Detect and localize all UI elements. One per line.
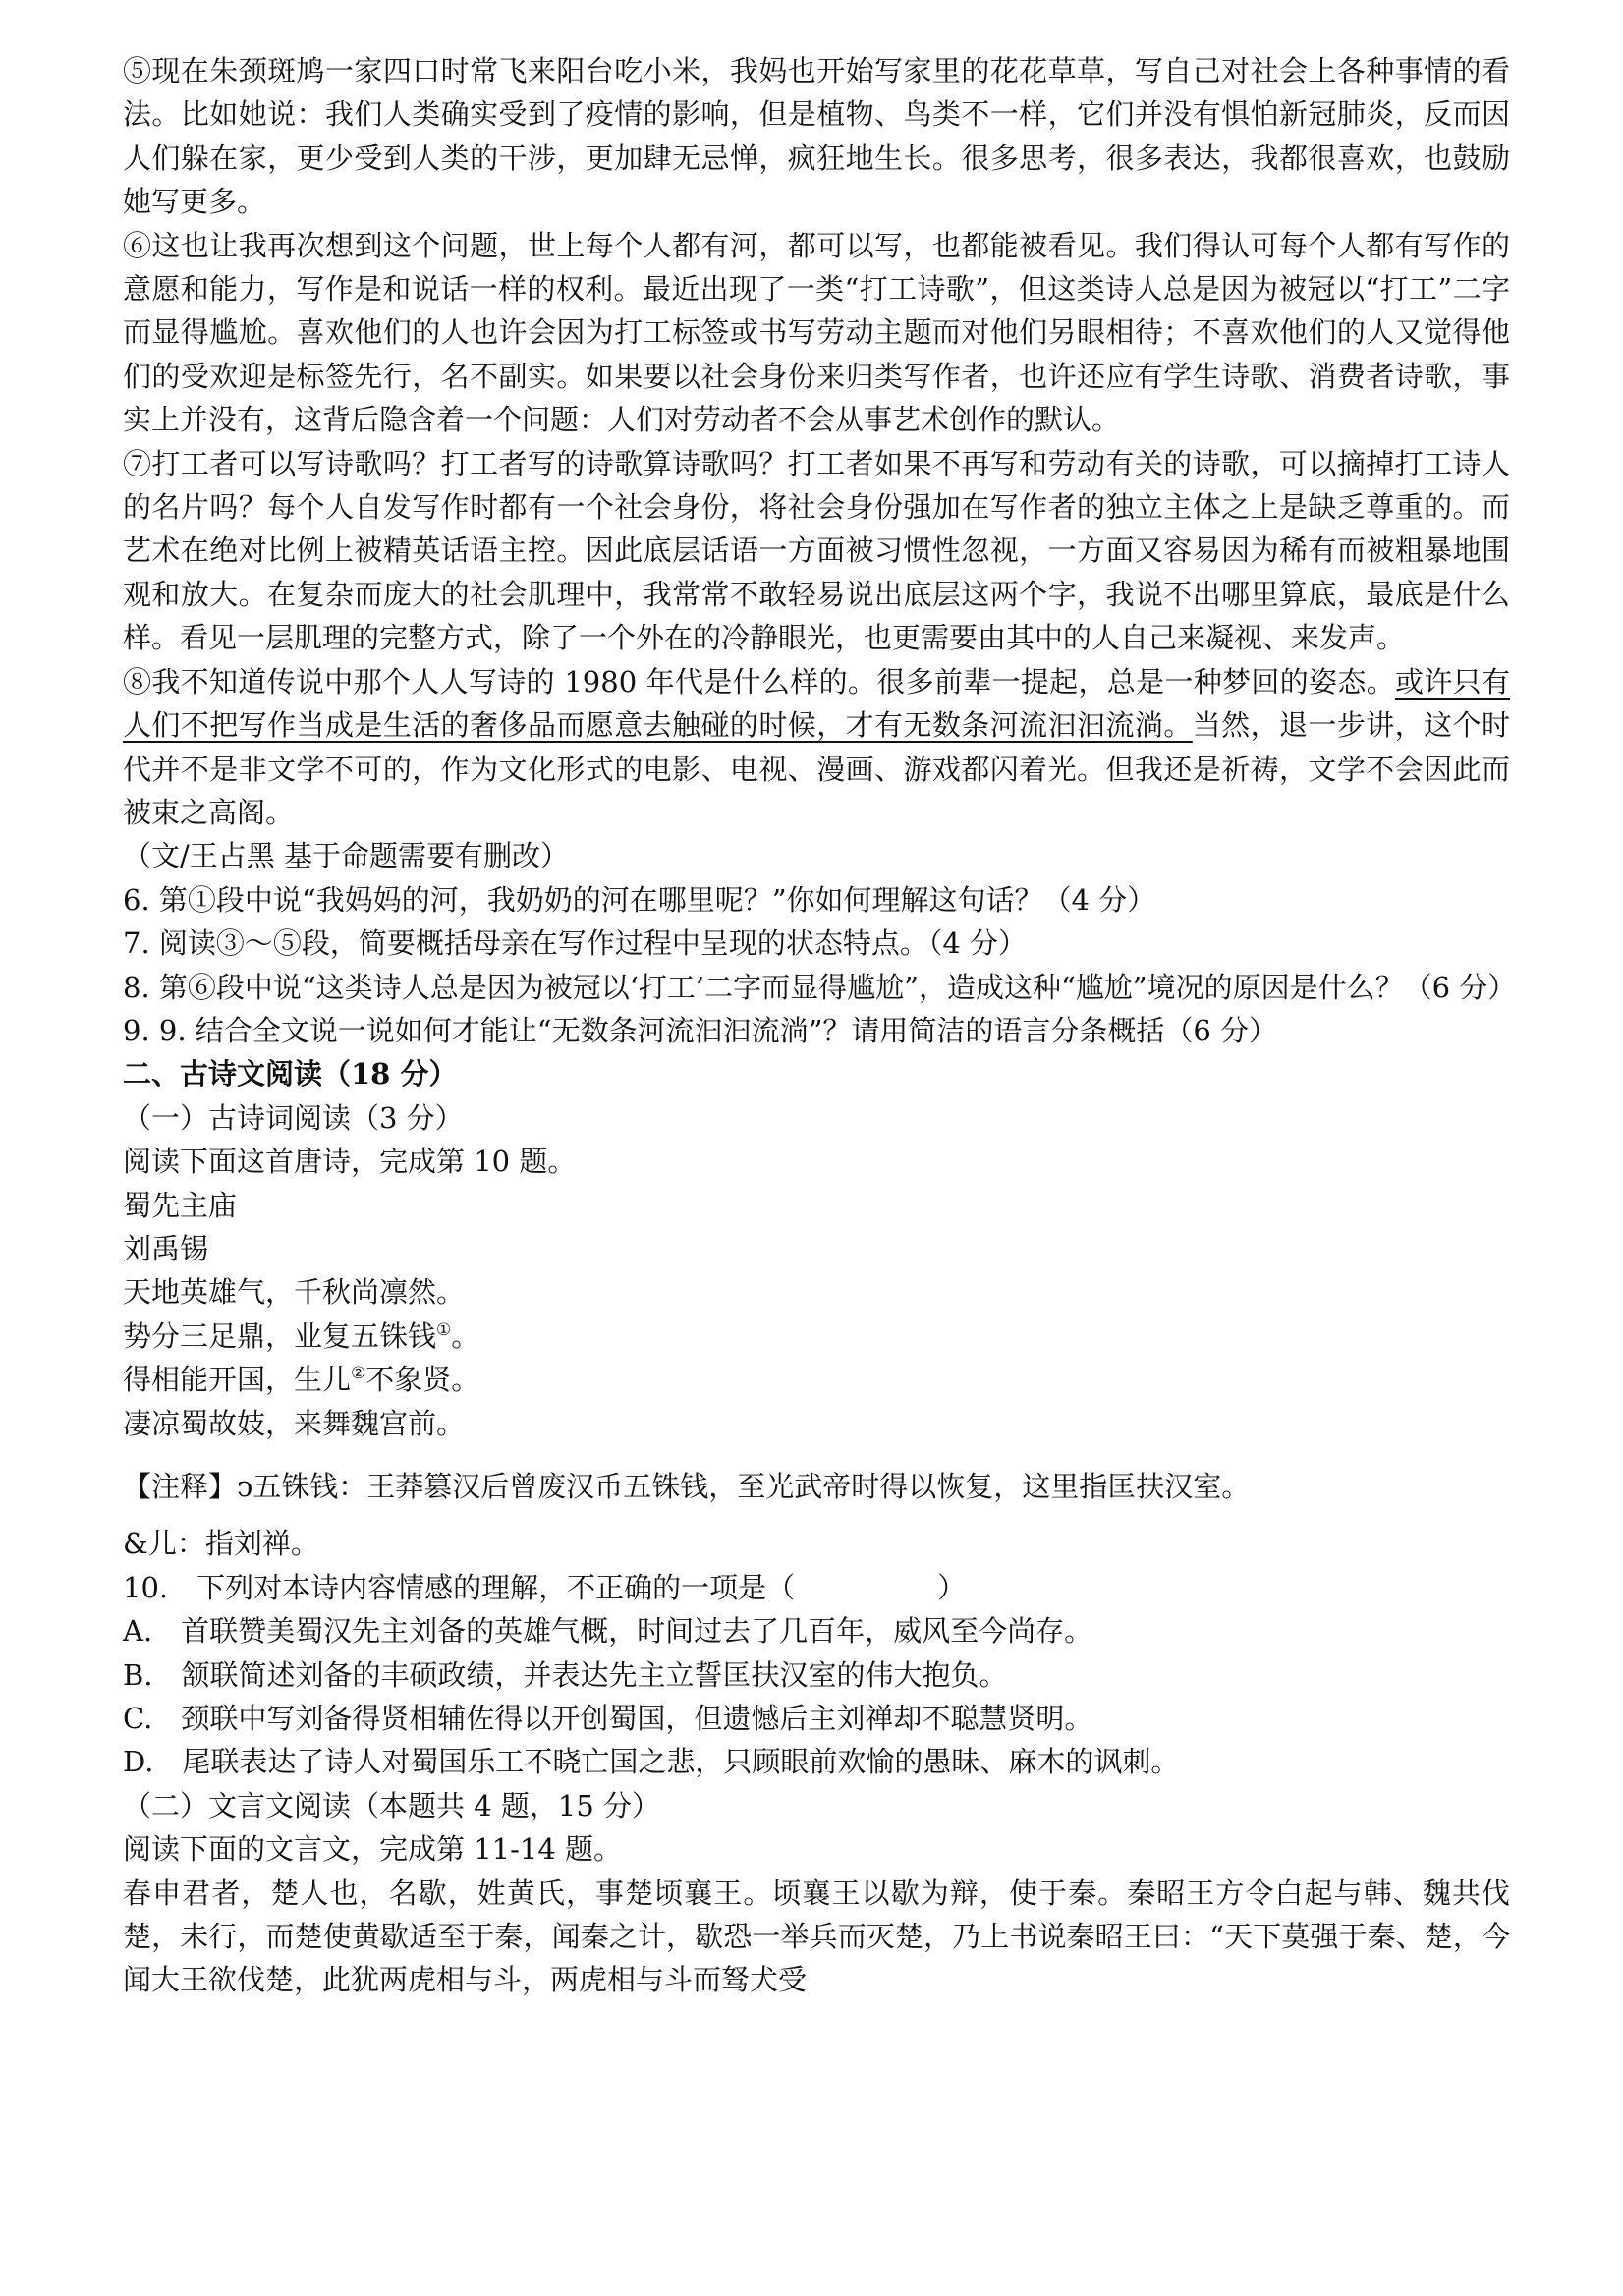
question-7: 7. 阅读③～⑤段，简要概括母亲在写作过程中呈现的状态特点。（4 分）	[123, 926, 1028, 961]
paragraph-7: ⑦打工者可以写诗歌吗？打工者写的诗歌算诗歌吗？打工者如果不再写和劳动有关的诗歌，可以摘掉打工诗人的名片吗？每个人自发写作时都有一个社会身份，将社会身份强加在写作者的独立主体之上是缺乏尊重的。而艺术在绝对比例上被精英话语主控。因此底层话语一方面被习惯性忽视，一方面又容易因为稀有而被粗暴地围观和放大。在复杂而庞大的社会肌理中，我常常不敢轻易说出底层这两个字，我说不出哪里算底，最底是什么样。看见一层肌理的完整方式，除了一个外在的冷静眼光，也更需要由其中的人自己来凝视、来发声。	[123, 446, 1510, 655]
annotation-1	[123, 1465, 1510, 1508]
paragraph-8-start: ⑧我不知道传说中那个人人写诗的 1980 年代是什么样的。很多前辈一提起，总是一种梦回的姿态。	[123, 664, 1396, 699]
poem-line-3	[123, 1358, 1510, 1401]
poem-line-4: 凄凉蜀故妓，来舞魏宫前。	[123, 1406, 466, 1440]
poem-line-2-end: 。	[451, 1318, 480, 1353]
annotation-2-text: 儿：指刘禅。	[147, 1527, 319, 1561]
poem-title: 蜀先主庙	[123, 1188, 238, 1222]
section-2-heading: 二、古诗文阅读（18 分）	[123, 1057, 458, 1092]
poem-line-1: 天地英雄气，千秋尚凛然。	[123, 1275, 466, 1310]
annotation-2-mark: &	[123, 1527, 148, 1561]
option-a: A. 首联赞美蜀汉先主刘备的英雄气概，时间过去了几百年，威风至今尚存。	[123, 1614, 1093, 1649]
annotation-2	[123, 1522, 1510, 1565]
poem-author: 刘禹锡	[123, 1231, 209, 1265]
annotation-label: 【注释】	[123, 1470, 238, 1503]
poem-line-3-start: 得相能开国，生儿	[123, 1363, 352, 1397]
source-note: （文/王占黑 基于命题需要有删改）	[123, 839, 569, 873]
poem-line-2-text: 势分三足鼎，业复五铢钱	[123, 1318, 437, 1353]
subsection-2-heading: （二）文言文阅读（本题共 4 题，15 分）	[123, 1788, 661, 1822]
paragraph-6: ⑥这也让我再次想到这个问题，世上每个人都有河，都可以写，也都能被看见。我们得认可每个人都有写作的意愿和能力，写作是和说话一样的权利。最近出现了一类“打工诗歌”，但这类诗人总是因为被冠以“打工”二字而显得尴尬。喜欢他们的人也许会因为打工标签或书写劳动主题而对他们另眼相待；不喜欢他们的人又觉得他们的受欢迎是标签先行，名不副实。如果要以社会身份来归类写作者，也许还应有学生诗歌、消费者诗歌，事实上并没有，这背后隐含着一个问题：人们对劳动者不会从事艺术创作的默认。	[123, 228, 1510, 437]
footnote-mark-1: ①	[436, 1319, 452, 1340]
question-8: 8. 第⑥段中说“这类诗人总是因为被冠以‘打工’二字而显得尴尬”，造成这种“尴尬”境况的原因是什么？（6 分）	[123, 970, 1517, 1004]
annotation-1-mark: ↄ	[237, 1470, 253, 1503]
question-6: 6. 第①段中说“我妈妈的河，我奶奶的河在哪里呢？”你如何理解这句话？（4 分）	[123, 882, 1156, 917]
paragraph-5: ⑤现在朱颈斑鸠一家四口时常飞来阳台吃小米，我妈也开始写家里的花花草草，写自己对社会上各种事情的看法。比如她说：我们人类确实受到了疫情的影响，但是植物、鸟类不一样，它们并没有惧怕新冠肺炎，反而因人们躲在家，更少受到人类的干涉，更加肆无忌惮，疯狂地生长。很多思考，很多表达，我都很喜欢，也鼓励她写更多。	[123, 54, 1510, 219]
instruction-2: 阅读下面的文言文，完成第 11-14 题。	[123, 1832, 623, 1867]
poem-line-3-end: 不象贤。	[365, 1363, 480, 1397]
question-10: 10. 下列对本诗内容情感的理解，不正确的一项是（ ）	[123, 1570, 967, 1604]
question-9: 9. 9. 结合全文说一说如何才能让“无数条河流汩汩流淌”？请用简洁的语言分条概括（6 分）	[123, 1013, 1278, 1047]
underlined-sentence: 或许只有人们不把写作当成是生活的奢侈品而愿意去触碰的时候，才有无数条河流汩汩流淌。	[123, 664, 1510, 743]
footnote-mark-2: ②	[351, 1364, 366, 1384]
classical-prose: 春申君者，楚人也，名歇，姓黄氏，事楚顷襄王。顷襄王以歇为辩，使于秦。秦昭王方令白起与韩、魏共伐楚，未行，而楚使黄歇适至于秦，闻秦之计，歇恐一举兵而灭楚，乃上书说秦昭王曰：“天下莫强于秦、楚，今闻大王欲伐楚，此犹两虎相与斗，两虎相与斗而驽犬受	[123, 1876, 1510, 1997]
subsection-1-heading: （一）古诗词阅读（3 分）	[123, 1100, 464, 1135]
paragraph-8	[123, 660, 1510, 835]
paragraph-8-end: 当然，退一步讲，这个时代并不是非文学不可的，作为文化形式的电影、电视、漫画、游戏都闪着光。但我还是祈祷，文学不会因此而被束之高阁。	[123, 708, 1510, 829]
poem-line-2	[123, 1315, 1510, 1358]
option-b: B. 颔联简述刘备的丰硕政绩，并表达先主立誓匡扶汉室的伟大抱负。	[123, 1657, 1008, 1692]
instruction-1: 阅读下面这首唐诗，完成第 10 题。	[123, 1145, 577, 1179]
option-d: D. 尾联表达了诗人对蜀国乐工不晓亡国之悲，只顾眼前欢愉的愚昧、麻木的讽刺。	[123, 1745, 1180, 1779]
annotation-1-text: 五铢钱：王莽篡汉后曾废汉币五铢钱，至光武帝时得以恢复，这里指匡扶汉室。	[252, 1470, 1251, 1503]
option-c: C. 颈联中写刘备得贤相辅佐得以开创蜀国，但遗憾后主刘禅却不聪慧贤明。	[123, 1702, 1093, 1736]
